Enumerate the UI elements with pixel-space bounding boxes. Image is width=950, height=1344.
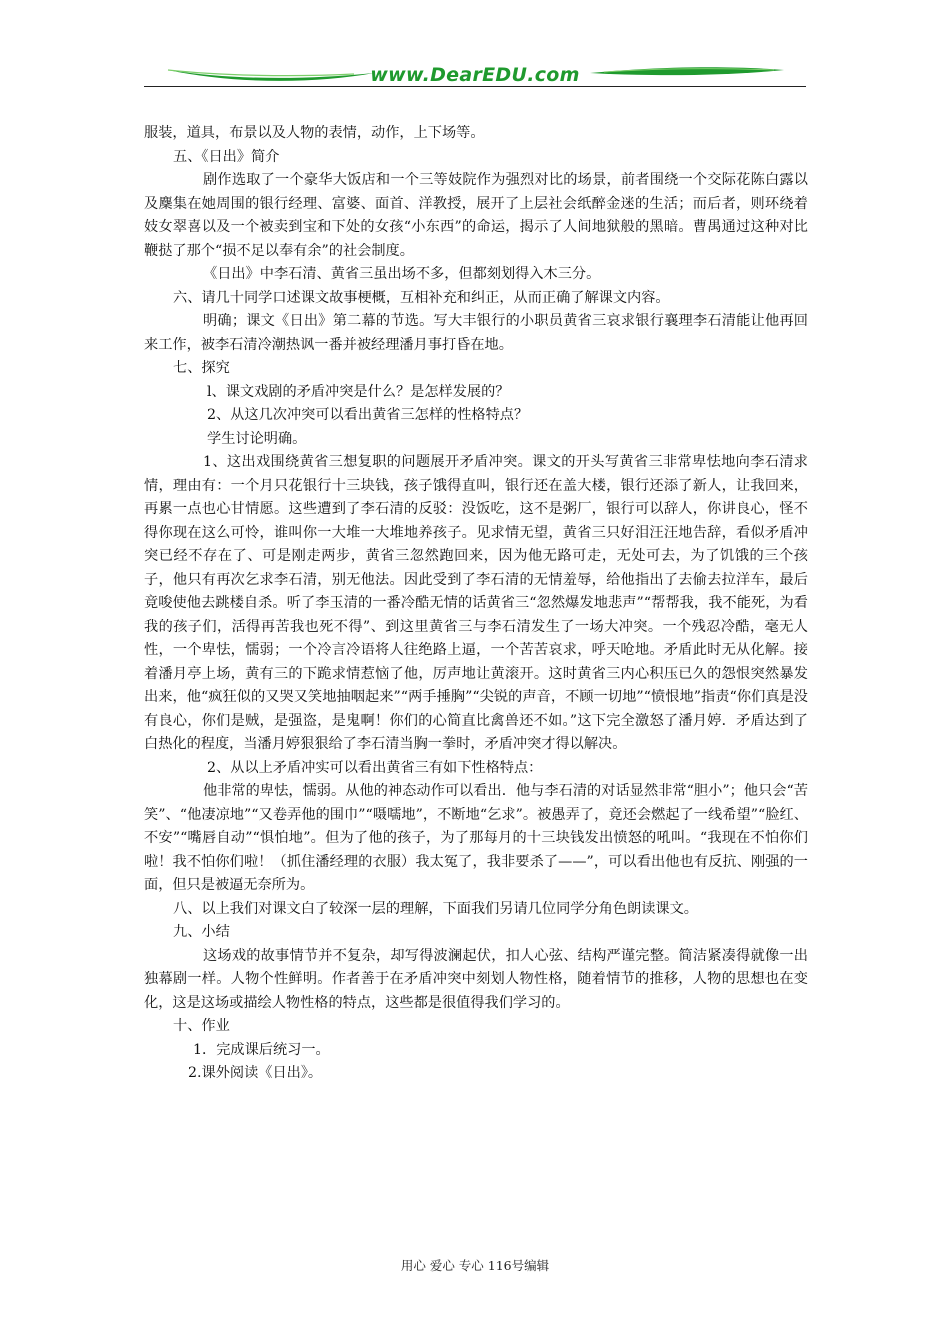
section-heading-6: 六、请几十同学口述课文故事梗概，互相补充和纠正，从而正确了解课文内容。 xyxy=(173,289,670,306)
answer-2-paragraph: 他非常的卑怯，懦弱。从他的神态动作可以看出．他与李石清的对话显然非常“胆小”；他只会“苦笑”、“他凄凉地”“又卷弄他的围巾”“嗫嚅地”，不断地“乞求”。被愚弄了，竟还会燃起了一线希望”“脸红、不安”“嘴唇自动”“惧怕地”。但为了他的孩子，为了那每月的十三块钱发出愤怒的吼叫。“我现在不怕你们啦！我不怕你们啦！（抓住潘经理的衣服）我太冤了，我非要杀了——”，可以看出他也有反抗、刚强的一面，但只是被逼无奈所为。 xyxy=(144,783,808,893)
section-heading-7: 七、探究 xyxy=(173,360,230,376)
discussion-label: 学生讨论明确。 xyxy=(207,430,307,447)
section-heading-5: 五、《日出》简介 xyxy=(173,148,280,165)
section-heading-10: 十、作业 xyxy=(173,1018,230,1034)
document-body xyxy=(144,122,808,1086)
summary-paragraph: 这场戏的故事情节并不复杂，却写得波澜起伏，扣人心弦、结构严谨完整。简洁紧凑得就像一出独幕剧一样。人物个性鲜明。作者善于在矛盾冲突中刻划人物性格，随着情节的推移，人物的思想也在变化，这是这场或描绘人物性格的特点，这些都是很值得我们学习的。 xyxy=(144,947,808,1011)
paragraph-continued: 服装，道具，布景以及人物的表情，动作，上下场等。 xyxy=(144,125,485,141)
paragraph-clarify: 明确；课文《日出》第二幕的节选。写大丰银行的小职员黄省三哀求银行襄理李石清能让他再回来工作，被李石清冷潮热讽一番并被经理潘月事打昏在地。 xyxy=(144,313,808,353)
paragraph-intro: 剧作选取了一个豪华大饭店和一个三等妓院作为强烈对比的场景，前者围绕一个交际花陈白露以及麇集在她周围的银行经理、富婆、面首、洋教授，展开了上层社会纸醉金迷的生活；而后者，则环绕着妓女翠喜以及一个被卖到宝和下处的女孩“小东西”的命运，揭示了人间地狱般的黑暗。曹禺通过这种对比鞭挞了那个“损不足以奉有余”的社会制度。 xyxy=(144,172,808,259)
homework-item-2: 2.课外阅读《日出》。 xyxy=(188,1065,323,1081)
section-heading-9: 九、小结 xyxy=(173,924,230,940)
answer-2-heading: 2、从以上矛盾冲实可以看出黄省三有如下性格特点： xyxy=(207,759,543,776)
section-heading-8: 八、以上我们对课文白了较深一层的理解，下面我们另请几位同学分角色朗读课文。 xyxy=(173,900,698,917)
homework-item-1: 1．完成课后统习一。 xyxy=(193,1041,330,1058)
paragraph-characters: 《日出》中李石清、黄省三虽出场不多，但都刻划得入木三分。 xyxy=(203,266,601,282)
page-footer: 用心 爱心 专心 116号编辑 xyxy=(400,1258,550,1273)
site-logo-text: www.DearEDU.com xyxy=(370,64,580,86)
question-1: l、课文戏剧的矛盾冲突是什么？是怎样发展的？ xyxy=(207,383,510,400)
header-rule xyxy=(144,86,806,87)
page-header xyxy=(144,60,806,94)
answer-1-paragraph: 1、这出戏围绕黄省三想复职的问题展开矛盾冲突。课文的开头写黄省三非常卑怯地向李石清求情，理由有：一个月只花银行十三块钱，孩子饿得直叫，银行还在盖大楼，银行还添了新人，让我回来，再累一点也心甘情愿。这些遭到了李石清的反驳：没饭吃，这不是粥厂，银行可以辞人，你讲良心，怪不得你现在这么可怜，谁叫你一大堆一大堆地养孩子。见求情无望，黄省三只好泪汪汪地告辞，看似矛盾冲突已经不存在了、可是刚走两步，黄省三忽然跑回来，因为他无路可走，无处可去，为了饥饿的三个孩子，他只有再次乞求李石清，别无他法。因此受到了李石清的无情羞辱，给他指出了去偷去拉洋车，最后竟唆使他去跳楼自杀。听了李玉清的一番冷酷无情的话黄省三“忽然爆发地悲声”“帮帮我，我不能死，为看我的孩子们，活得再苦我也死不得”、到这里黄省三与李石清发生了一场大冲突。一个残忍冷酷，毫无人性，一个卑怯，懦弱；一个冷言冷语将人往绝路上逼，一个苦苦哀求，呼天呛地。矛盾此时无从化解。接着潘月亭上场，黄有三的下跪求情惹恼了他，厉声地让黄滚开。这时黄省三内心积压已久的怨恨突然暴发出来，他“疯狂似的又哭又笑地抽咽起来”“两手捶胸”“尖锐的声音，不顾一切地”“愤恨地”指责“你们真是没有良心，你们是贼，是强盗，是鬼啊！你们的心简直比禽兽还不如。”这下完全激怒了潘月婷．矛盾达到了白热化的程度，当潘月婷狠狠给了李石清当胸一拳时，矛盾冲突才得以解决。 xyxy=(144,454,808,752)
question-2: 2、从这几次冲突可以看出黄省三怎样的性格特点？ xyxy=(207,407,529,423)
